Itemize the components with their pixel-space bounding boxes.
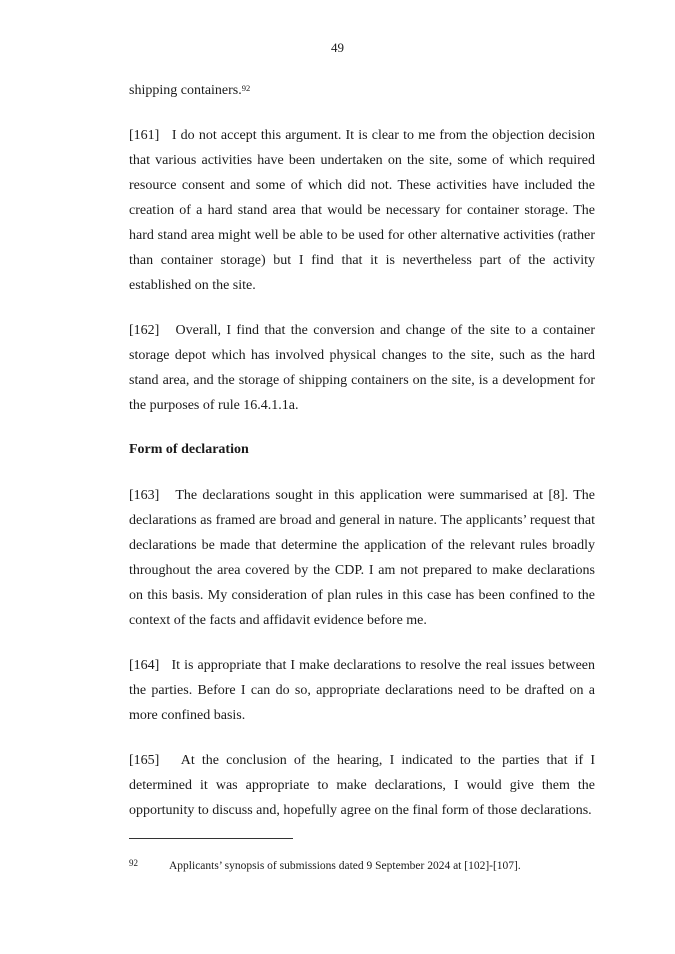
lead-text-content: shipping containers. xyxy=(129,83,242,98)
paragraph-164 xyxy=(129,653,595,728)
paragraph-number: [164] xyxy=(129,658,160,673)
footnote-reference: 92 xyxy=(241,83,251,93)
paragraph-text: It is appropriate that I make declarations to resolve the real issues between the parties. Before I can do so, appropriate declarations need to be drafted on a more confined basis. xyxy=(129,658,595,723)
lead-text xyxy=(129,78,250,103)
paragraph-162 xyxy=(129,318,595,418)
paragraph-number: [163] xyxy=(129,488,160,503)
paragraph-number: [162] xyxy=(129,323,160,338)
paragraph-text: I do not accept this argument. It is clear to me from the objection decision that various activities have been undertaken on the site, some of which required resource consent and some of which did not. These activities have included the creation of a hard stand area that would be necessary for container storage. The hard stand area might well be able to be used for other alternative activities (rather than container storage) but I find that it is nevertheless part of the activity established on the site. xyxy=(129,128,595,293)
paragraph-165 xyxy=(129,748,595,823)
paragraph-text: At the conclusion of the hearing, I indicated to the parties that if I determined it was appropriate to make declarations, I would give them the opportunity to discuss and, hopefully agree on the final form of those declarations. xyxy=(129,753,596,818)
footnote-text: Applicants’ synopsis of submissions dated 9 September 2024 at [102]-[107]. xyxy=(169,860,521,872)
footnote-divider xyxy=(129,838,293,839)
paragraph-text: The declarations sought in this application were summarised at [8]. The declarations as framed are broad and general in nature. The applicants’ request that declarations be made that determine the application of the relevant rules broadly throughout the area covered by the CDP. I am not prepared to make declarations on this basis. My consideration of plan rules in this case has been confined to the context of the facts and affidavit evidence before me. xyxy=(129,488,595,628)
paragraph-number: [165] xyxy=(129,753,160,768)
section-heading: Form of declaration xyxy=(129,442,249,457)
page-number: 49 xyxy=(331,40,344,55)
paragraph-number: [161] xyxy=(129,128,160,143)
footnote-number: 92 xyxy=(129,858,138,868)
paragraph-161 xyxy=(129,123,595,298)
paragraph-text: Overall, I find that the conversion and change of the site to a container storage depot which has involved physical changes to the site, such as the hard stand area, and the storage of shipping containers on the site, is a development for the purposes of rule 16.4.1.1a. xyxy=(129,323,596,413)
paragraph-163 xyxy=(129,483,595,633)
